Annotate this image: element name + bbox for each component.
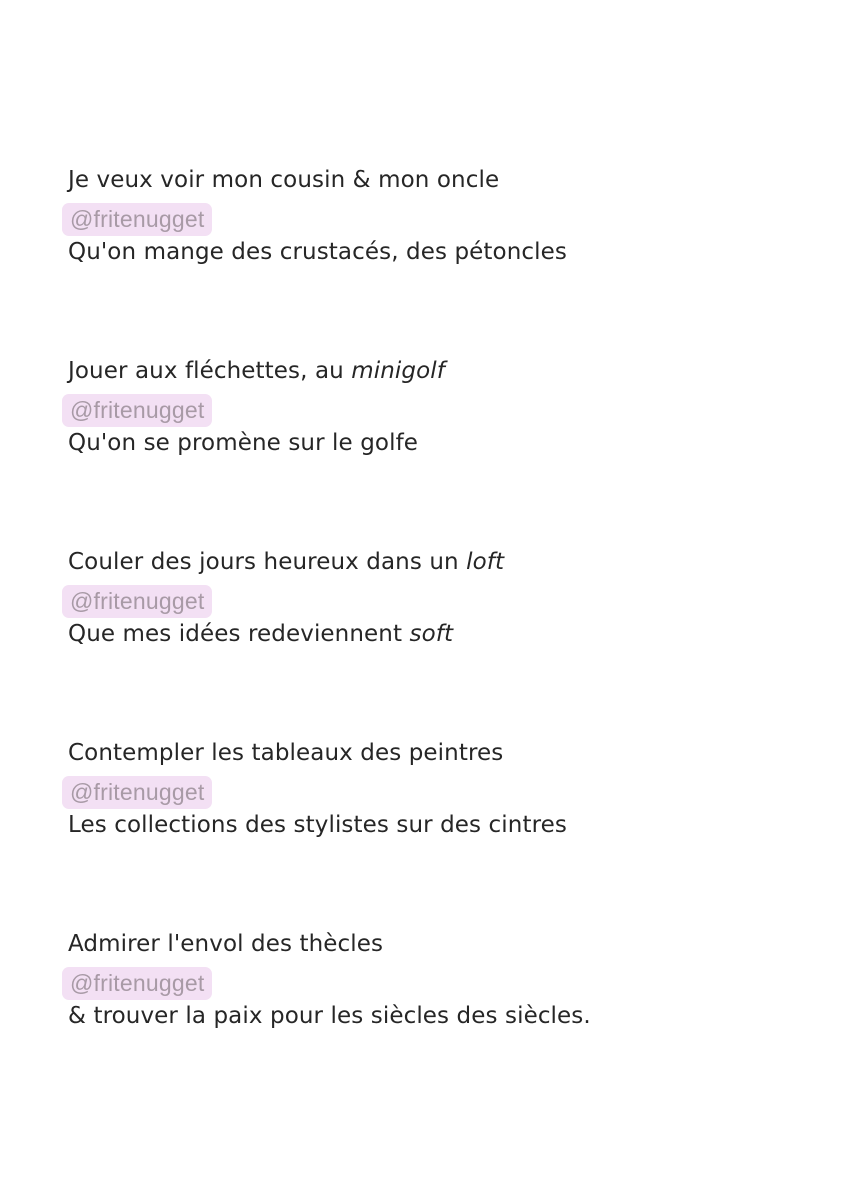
stanza-4-line-2: Les collections des stylistes sur des cintres — [68, 812, 567, 838]
watermark-handle: @fritenugget — [62, 585, 212, 618]
italic-word: soft — [409, 621, 454, 647]
watermark-handle: @fritenugget — [62, 394, 212, 427]
stanza-1-line-2: Qu'on mange des crustacés, des pétoncles — [68, 239, 567, 265]
stanza-2 — [68, 357, 768, 457]
watermark-handle: @fritenugget — [62, 203, 212, 236]
italic-word: minigolf — [351, 358, 445, 384]
stanza-4 — [68, 739, 768, 839]
watermark-handle: @fritenugget — [62, 776, 212, 809]
stanza-3-line-2: Que mes idées redeviennent soft — [68, 621, 454, 647]
stanza-2-line-1: Jouer aux fléchettes, au minigolf — [68, 358, 445, 384]
stanza-4-line-1: Contempler les tableaux des peintres — [68, 740, 504, 766]
stanza-5-line-2: & trouver la paix pour les siècles des siècles. — [68, 1003, 591, 1029]
watermark-handle: @fritenugget — [62, 967, 212, 1000]
stanza-3 — [68, 548, 768, 648]
stanza-1 — [68, 166, 768, 266]
italic-word: loft — [466, 549, 505, 575]
stanza-2-line-2: Qu'on se promène sur le golfe — [68, 430, 419, 456]
stanza-1-line-1: Je veux voir mon cousin & mon oncle — [68, 167, 500, 193]
stanza-5-line-1: Admirer l'envol des thècles — [68, 931, 384, 957]
stanza-3-line-1: Couler des jours heureux dans un loft — [68, 549, 505, 575]
stanza-5 — [68, 930, 768, 1030]
